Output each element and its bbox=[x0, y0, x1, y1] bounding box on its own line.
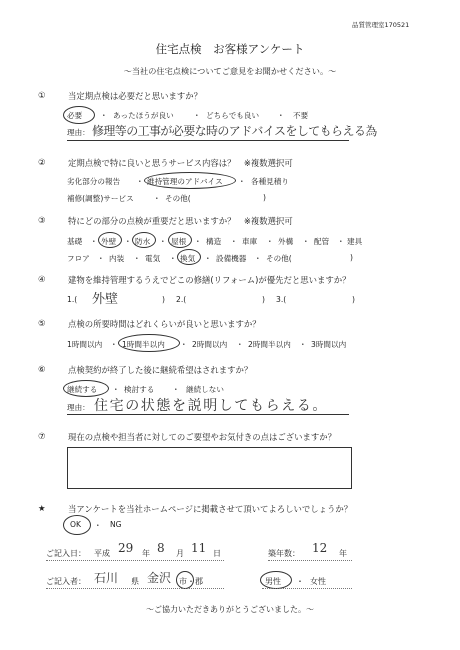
q1-selection-circle bbox=[63, 106, 95, 124]
q5-option-2-5h[interactable]: 2時間半以内 bbox=[248, 340, 291, 349]
q2-option-rekka[interactable]: 劣化部分の報告 bbox=[67, 177, 121, 186]
form-code: 品質管理室170521 bbox=[352, 21, 410, 29]
q3-option-gaikou[interactable]: 外構 bbox=[278, 237, 294, 246]
date-year-value[interactable]: 29 bbox=[118, 541, 134, 555]
q3-option-tategu[interactable]: 建具 bbox=[347, 237, 363, 246]
q2-dot: ・ bbox=[153, 194, 161, 203]
q8-question: 当アンケートを当社ホームページに掲載させて頂いてよろしいでしょうか？ bbox=[68, 504, 353, 514]
q3-dot: ・ bbox=[124, 237, 132, 246]
thanks-message: ～ご協力いただきありがとうございました。～ bbox=[146, 605, 314, 614]
q8-option-ok[interactable]: OK bbox=[70, 520, 81, 529]
q3-option-kiso[interactable]: 基礎 bbox=[67, 237, 83, 246]
q5-dot: ・ bbox=[110, 340, 118, 349]
age-underline bbox=[268, 560, 352, 561]
q3-number: ③ bbox=[38, 215, 46, 225]
date-day-unit: 日 bbox=[213, 549, 221, 558]
q3-option-kanki[interactable]: 換気 bbox=[180, 254, 196, 263]
q1-reason-label: 理由： bbox=[67, 128, 90, 137]
q1-option-atta[interactable]: あったほうが良い bbox=[113, 111, 174, 120]
date-era: 平成 bbox=[94, 549, 110, 558]
q3-dot: ・ bbox=[266, 237, 274, 246]
q8-star: ★ bbox=[38, 503, 46, 513]
age-label: 築年数： bbox=[268, 549, 300, 558]
gender-selection-circle bbox=[260, 571, 292, 589]
q3-option-other[interactable]: その他( bbox=[266, 254, 292, 263]
q5-option-1h[interactable]: 1時間以内 bbox=[67, 340, 103, 349]
q5-dot: ・ bbox=[299, 340, 307, 349]
q1-option-hitsuyo[interactable]: 必要 bbox=[67, 111, 83, 120]
page-subtitle: ～当社の住宅点検についてご意見をお聞かせください。～ bbox=[123, 66, 337, 76]
q3-dot: ・ bbox=[230, 237, 238, 246]
q1-dot: ・ bbox=[193, 111, 201, 120]
q3-option-shako[interactable]: 車庫 bbox=[242, 237, 258, 246]
writer-pref-unit: 県 bbox=[131, 577, 139, 586]
q3-dot: ・ bbox=[302, 237, 310, 246]
q3-dot: ・ bbox=[254, 254, 262, 263]
q5-option-3h[interactable]: 3時間以内 bbox=[311, 340, 347, 349]
gender-male[interactable]: 男性 bbox=[265, 577, 281, 586]
q3-option-setsubi[interactable]: 設備機器 bbox=[216, 254, 247, 263]
q3-option-bousui[interactable]: 防水 bbox=[135, 237, 151, 246]
q7-question: 現在の点検や担当者に対してのご要望やお気付きの点はございますか？ bbox=[68, 432, 336, 442]
q1-number: ① bbox=[38, 90, 46, 100]
q6-dot: ・ bbox=[112, 385, 120, 394]
q6-reason-handwritten[interactable]: 住宅の状態を説明してもらえる。 bbox=[94, 398, 328, 414]
q5-dot: ・ bbox=[236, 340, 244, 349]
date-label: ご記入日： bbox=[46, 549, 86, 558]
q6-dot: ・ bbox=[172, 385, 180, 394]
q1-option-dochira[interactable]: どちらでも良い bbox=[206, 111, 260, 120]
q3-option-denki[interactable]: 電気 bbox=[145, 254, 161, 263]
q4-slot2-close: ) bbox=[262, 295, 265, 304]
q7-number: ⑦ bbox=[38, 431, 46, 441]
q3-option-kouzou[interactable]: 構造 bbox=[206, 237, 222, 246]
q5-question: 点検の所要時間はどれくらいが良いと思いますか？ bbox=[68, 319, 261, 329]
q2-option-mitsumori[interactable]: 各種見積り bbox=[251, 177, 289, 186]
q2-option-advice[interactable]: 維持管理のアドバイス bbox=[147, 177, 223, 186]
q3-circle-bousui bbox=[132, 232, 156, 248]
q3-dot: ・ bbox=[337, 237, 345, 246]
q2-option-other[interactable]: その他( bbox=[165, 194, 191, 203]
date-underline bbox=[46, 560, 224, 561]
q5-number: ⑤ bbox=[38, 318, 46, 328]
writer-city-circle bbox=[176, 571, 194, 589]
q1-option-fuyo[interactable]: 不要 bbox=[293, 111, 309, 120]
q2-selection-circle bbox=[144, 172, 236, 189]
q7-comment-box[interactable] bbox=[67, 447, 352, 489]
q2-dot: ・ bbox=[136, 177, 144, 186]
q3-option-haikan[interactable]: 配管 bbox=[314, 237, 330, 246]
writer-city-unit: 市・郡 bbox=[179, 577, 203, 586]
q3-dot: ・ bbox=[90, 237, 98, 246]
q5-dot: ・ bbox=[180, 340, 188, 349]
q1-dot: ・ bbox=[277, 111, 285, 120]
q3-circle-kanki bbox=[177, 249, 201, 265]
writer-label: ご記入者： bbox=[46, 577, 86, 586]
q4-question: 建物を維持管理するうえでどこの修繕(リフォーム)が優先だと思いますか？ bbox=[68, 275, 351, 285]
writer-pref-value[interactable]: 石川 bbox=[94, 571, 119, 585]
q1-reason-handwritten[interactable]: 修理等の工事が必要な時のアドバイスをしてもらえる為 bbox=[92, 124, 377, 138]
q3-option-floor[interactable]: フロア bbox=[67, 254, 90, 263]
q3-circle-gaiheki bbox=[98, 232, 122, 248]
q3-option-yane[interactable]: 屋根 bbox=[171, 237, 187, 246]
q2-option-hoshu[interactable]: 補修(調整)サービス bbox=[67, 194, 134, 203]
q1-reason-underline bbox=[67, 140, 349, 141]
q1-question: 当定期点検は必要だと思いますか？ bbox=[68, 91, 202, 101]
page-title: 住宅点検 お客様アンケート bbox=[155, 42, 305, 56]
q6-option-shinai[interactable]: 継続しない bbox=[186, 385, 224, 394]
writer-city-value[interactable]: 金沢 bbox=[147, 571, 172, 585]
q6-option-kentou[interactable]: 検討する bbox=[124, 385, 155, 394]
q4-slot3-open: 3.( bbox=[276, 295, 287, 304]
date-month-value[interactable]: 8 bbox=[157, 541, 165, 555]
age-unit: 年 bbox=[339, 549, 347, 558]
q4-number: ④ bbox=[38, 274, 46, 284]
q3-circle-yane bbox=[168, 232, 192, 248]
q3-dot: ・ bbox=[159, 237, 167, 246]
q5-option-1-5h[interactable]: 1時間半以内 bbox=[122, 340, 165, 349]
q4-answer1-handwritten[interactable]: 外壁 bbox=[92, 292, 119, 307]
q2-question: 定期点検で特に良いと思うサービス内容は？ ※複数選択可 bbox=[68, 158, 293, 168]
q1-dot: ・ bbox=[100, 111, 108, 120]
q8-dot: ・ bbox=[94, 521, 102, 530]
q2-dot: ・ bbox=[238, 177, 246, 186]
q4-slot3-close: ) bbox=[352, 295, 355, 304]
gender-female[interactable]: 女性 bbox=[310, 577, 326, 586]
q2-number: ② bbox=[38, 157, 46, 167]
q5-selection-circle bbox=[118, 334, 180, 352]
q3-dot: ・ bbox=[97, 254, 105, 263]
q4-slot1-open: 1.( bbox=[67, 295, 78, 304]
q8-option-ng[interactable]: NG bbox=[110, 520, 122, 529]
date-month-unit: 月 bbox=[176, 549, 184, 558]
date-day-value[interactable]: 11 bbox=[191, 541, 207, 555]
q2-other-close: ) bbox=[263, 193, 266, 202]
q3-dot: ・ bbox=[133, 254, 141, 263]
q3-dot: ・ bbox=[194, 237, 202, 246]
writer-underline bbox=[46, 588, 224, 589]
q3-question: 特にどの部分の点検が重要だと思いますか？ ※複数選択可 bbox=[68, 216, 293, 226]
age-value[interactable]: 12 bbox=[312, 541, 328, 555]
q6-reason-underline bbox=[67, 414, 349, 415]
q4-slot2-open: 2.( bbox=[176, 295, 187, 304]
q3-dot: ・ bbox=[169, 254, 177, 263]
q3-other-close: ) bbox=[350, 253, 353, 262]
q6-reason-label: 理由： bbox=[67, 403, 90, 412]
q3-option-naisou[interactable]: 内装 bbox=[109, 254, 125, 263]
q6-option-keizoku[interactable]: 継続する bbox=[67, 385, 98, 394]
q6-question: 点検契約が終了した後に継続希望はされますか？ bbox=[68, 365, 253, 375]
q6-number: ⑥ bbox=[38, 364, 46, 374]
q3-dot: ・ bbox=[204, 254, 212, 263]
date-year-unit: 年 bbox=[142, 549, 150, 558]
gender-underline bbox=[262, 588, 352, 589]
q8-selection-circle bbox=[63, 515, 91, 535]
q4-slot1-close: ) bbox=[162, 295, 165, 304]
q3-option-gaiheki[interactable]: 外壁 bbox=[101, 237, 117, 246]
q5-option-2h[interactable]: 2時間以内 bbox=[192, 340, 228, 349]
gender-dot: ・ bbox=[296, 577, 304, 586]
